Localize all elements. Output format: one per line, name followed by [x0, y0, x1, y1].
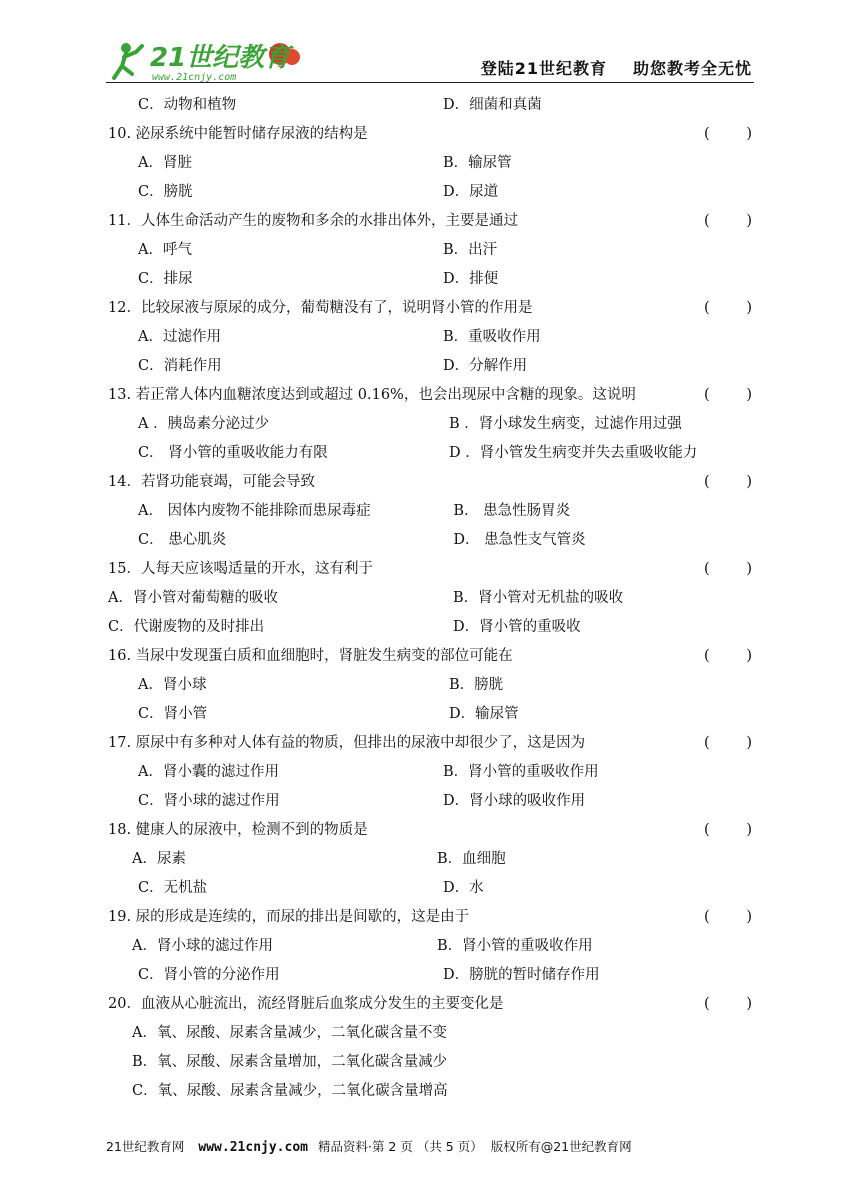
answer-blank: ( ) [704, 213, 752, 229]
option-d: D．输尿管 [449, 706, 519, 722]
question-stem [106, 729, 754, 758]
question-stem [106, 468, 754, 497]
option-row [106, 932, 754, 961]
option-a: A．肾小球的滤过作用 [132, 938, 273, 954]
stem-text: 15．人每天应该喝适量的开水，这有利于 [108, 561, 373, 577]
option-d: D．尿道 [443, 184, 499, 200]
option-b: B．肾小管的重吸收作用 [443, 764, 599, 780]
option-b: B． 患急性肠胃炎 [453, 503, 571, 519]
option-b: B．肾小管的重吸收作用 [437, 938, 593, 954]
option-c: C．消耗作用 [138, 358, 222, 374]
option-row [106, 323, 754, 352]
footer-copyright: 版权所有@21世纪教育网 [490, 1139, 632, 1154]
option-d: D．分解作用 [443, 358, 528, 374]
answer-blank: ( ) [704, 561, 752, 577]
question-stem [106, 294, 754, 323]
question-stem [106, 555, 754, 584]
option-row [106, 497, 754, 526]
option-row [106, 149, 754, 178]
stem-text: 19. 尿的形成是连续的，而尿的排出是间歇的，这是由于 [108, 909, 470, 925]
slogan-right: 助您教考全无忧 [632, 59, 752, 78]
option-row [106, 874, 754, 903]
option-c: C．代谢废物的及时排出 [108, 619, 265, 635]
answer-blank: ( ) [704, 909, 752, 925]
option-c: C．肾小管的分泌作用 [138, 967, 280, 983]
option-row [106, 845, 754, 874]
option-row [106, 178, 754, 207]
answer-blank: ( ) [704, 387, 752, 403]
question-stem [106, 816, 754, 845]
option-a: A．肾小囊的滤过作用 [138, 764, 279, 780]
option-row [106, 410, 754, 439]
answer-blank: ( ) [704, 126, 752, 142]
option-b: B．膀胱 [449, 677, 504, 693]
option-c: C．排尿 [138, 271, 193, 287]
option-a: A．过滤作用 [138, 329, 221, 345]
answer-blank: ( ) [704, 648, 752, 664]
logo-url: www.21cnjy.com [152, 72, 237, 83]
answer-blank: ( ) [704, 735, 752, 751]
header-rule [106, 82, 754, 83]
answer-blank: ( ) [704, 300, 752, 316]
option-b: B．重吸收作用 [443, 329, 541, 345]
option-b: B．氧、尿酸、尿素含量增加，二氧化碳含量减少 [132, 1054, 448, 1070]
logo-21cnjy [112, 36, 312, 84]
option-d: D．肾小球的吸收作用 [443, 793, 586, 809]
option-c: C．肾小管 [138, 706, 208, 722]
option-row [106, 671, 754, 700]
option-row [106, 613, 754, 642]
option-row [106, 352, 754, 381]
option-a: A ．胰岛素分泌过少 [138, 416, 270, 432]
option-c: C．膀胱 [138, 184, 193, 200]
answer-blank: ( ) [704, 996, 752, 1012]
option-d: D ．肾小管发生病变并失去重吸收能力 [449, 445, 698, 461]
question-list [106, 91, 754, 1106]
stem-text: 14．若肾功能衰竭，可能会导致 [108, 474, 315, 490]
option-row [106, 236, 754, 265]
question-stem [106, 642, 754, 671]
option-row [106, 265, 754, 294]
stem-text: 12．比较尿液与原尿的成分，葡萄糖没有了，说明肾小管的作用是 [108, 300, 533, 316]
stem-text: 17. 原尿中有多种对人体有益的物质，但排出的尿液中却很少了，这是因为 [108, 735, 586, 751]
option-row [106, 584, 754, 613]
footer-page-info: 精品资料·第 2 页 （共 5 页） [317, 1139, 483, 1154]
option-c: C．氧、尿酸、尿素含量减少，二氧化碳含量增高 [132, 1083, 448, 1099]
option-b: B．输尿管 [443, 155, 512, 171]
option-a: A．肾小管对葡萄糖的吸收 [108, 590, 278, 606]
option-b: B．肾小管对无机盐的吸收 [453, 590, 624, 606]
option-d: D． 患急性支气管炎 [453, 532, 586, 548]
option-row [106, 758, 754, 787]
slogan-left: 登陆21世纪教育 [480, 59, 607, 78]
option-a: A．肾脏 [138, 155, 192, 171]
stem-text: 10. 泌尿系统中能暂时储存尿液的结构是 [108, 126, 368, 142]
header-slogan [481, 56, 752, 79]
stem-text: 11．人体生命活动产生的废物和多余的水排出体外，主要是通过 [108, 213, 518, 229]
option-a: A． 因体内废物不能排除而患尿毒症 [138, 503, 371, 519]
option-row [106, 787, 754, 816]
option-d: D．水 [443, 880, 484, 896]
option-row [106, 700, 754, 729]
option-c: C． 患心肌炎 [138, 532, 227, 548]
footer-url: www.21cnjy.com [198, 1140, 308, 1155]
question-stem [106, 120, 754, 149]
question-stem [106, 381, 754, 410]
logo-text: 21世纪教育 [150, 43, 291, 73]
stem-text: 13. 若正常人体内血糖浓度达到或超过 0.16%，也会出现尿中含糖的现象。这说明 [108, 387, 636, 403]
option-d: D．膀胱的暂时储存作用 [443, 967, 600, 983]
option-c: C．无机盐 [138, 880, 208, 896]
option-row [106, 91, 754, 120]
option-b: B ．肾小球发生病变，过滤作用过强 [449, 416, 682, 432]
option-d: D．排便 [443, 271, 499, 287]
option-b: B．出汗 [443, 242, 498, 258]
question-stem [106, 207, 754, 236]
answer-blank: ( ) [704, 822, 752, 838]
option-a: A．呼气 [138, 242, 192, 258]
option-a: A．氧、尿酸、尿素含量减少，二氧化碳含量不变 [132, 1025, 447, 1041]
option-c: C． 肾小管的重吸收能力有限 [138, 445, 328, 461]
option-row [106, 961, 754, 990]
option-b: B．血细胞 [437, 851, 506, 867]
option-d: D．细菌和真菌 [443, 97, 542, 113]
stem-text: 20．血液从心脏流出，流经肾脏后血浆成分发生的主要变化是 [108, 996, 504, 1012]
stem-text: 16. 当尿中发现蛋白质和血细胞时，肾脏发生病变的部位可能在 [108, 648, 513, 664]
question-stem [106, 903, 754, 932]
option-a: A．肾小球 [138, 677, 207, 693]
option-c: C．动物和植物 [138, 97, 237, 113]
page-footer [106, 1137, 756, 1155]
option-d: D．肾小管的重吸收 [453, 619, 581, 635]
option-a: A．尿素 [132, 851, 186, 867]
stem-text: 18. 健康人的尿液中，检测不到的物质是 [108, 822, 368, 838]
option-c: C．肾小球的滤过作用 [138, 793, 280, 809]
option-row [106, 439, 754, 468]
answer-blank: ( ) [704, 474, 752, 490]
question-stem [106, 990, 754, 1019]
footer-site-name: 21世纪教育网 [106, 1139, 185, 1154]
option-row [106, 526, 754, 555]
